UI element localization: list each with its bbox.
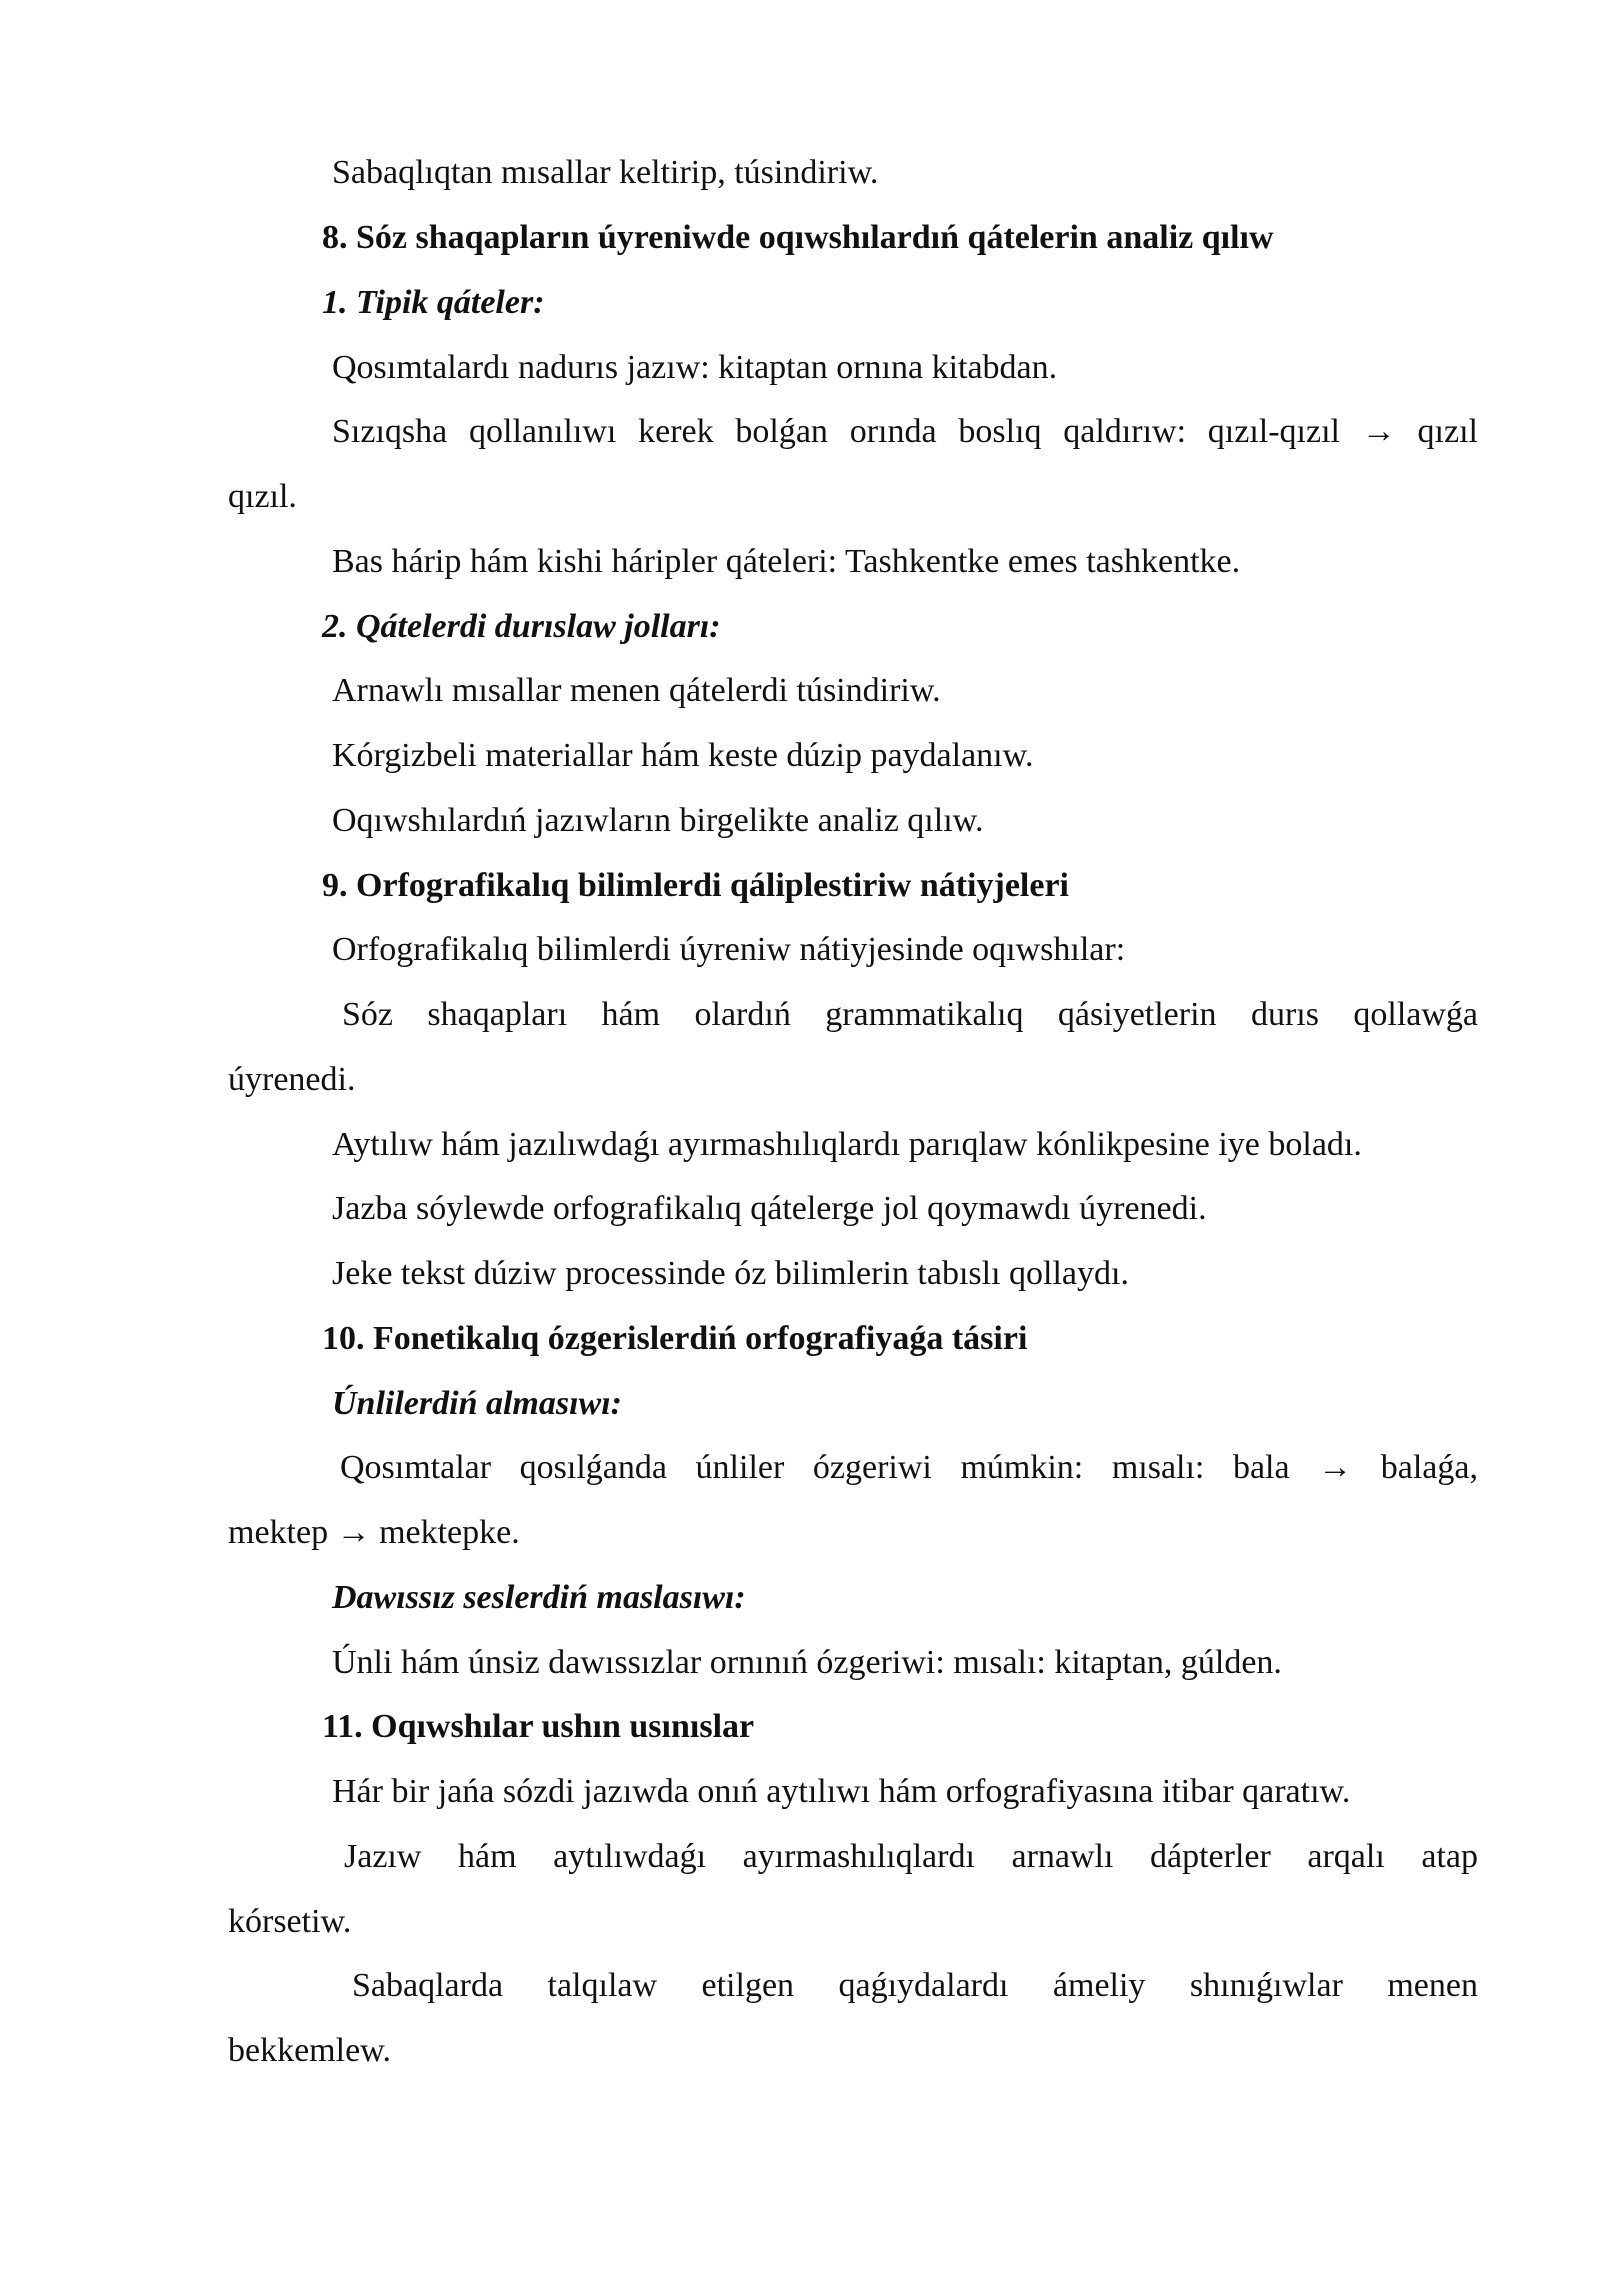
body-text-continuation: úyrenedi. [228, 1061, 356, 1098]
body-text-line: Jazıw hám aytılıwdaǵı ayırmashılıqlardı arnawlı dápterler arqalı atap [344, 1838, 1478, 1875]
body-text-line: Sızıqsha qollanılıwı kerek bolǵan orında boslıq qaldırıw: qızıl-qızıl → qızıl [332, 413, 1478, 450]
section-heading-8: 8. Sóz shaqapların úyreniwde oqıwshılardıń qátelerin analiz qılıw [322, 219, 1274, 256]
section-heading-10: 10. Fonetikalıq ózgerislerdiń orfografiyaǵa tásiri [322, 1320, 1028, 1357]
subheading-correction-ways: 2. Qátelerdi durıslaw jolları: [322, 608, 721, 645]
body-text-line: Sóz shaqapları hám olardıń grammatikalıq qásiyetlerin durıs qollawǵa [342, 996, 1478, 1033]
body-text-line: Jeke tekst dúziw processinde óz bilimlerin tabıslı qollaydı. [332, 1255, 1129, 1292]
body-text-line: Sabaqlıqtan mısallar keltirip, túsindiriw. [332, 154, 879, 191]
subheading-consonant-assimilation: Dawıssız seslerdiń maslasıwı: [332, 1579, 746, 1616]
body-text-line: Arnawlı mısallar menen qátelerdi túsindiriw. [332, 672, 941, 709]
subheading-typical-errors: 1. Tipik qáteler: [322, 284, 545, 321]
body-text-line: Aytılıw hám jazılıwdaǵı ayırmashılıqlardı parıqlaw kónlikpesine iye boladı. [332, 1126, 1362, 1163]
body-text-line: Orfografikalıq bilimlerdi úyreniw nátiyjesinde oqıwshılar: [332, 931, 1126, 968]
body-text-continuation: bekkemlew. [228, 2032, 392, 2069]
body-text-line: Bas hárip hám kishi háripler qáteleri: Tashkentke emes tashkentke. [332, 543, 1241, 580]
body-text-line: Kórgizbeli materiallar hám keste dúzip paydalanıw. [332, 737, 1034, 774]
body-text-line: Únli hám únsiz dawıssızlar ornınıń ózgeriwi: mısalı: kitaptan, gúlden. [332, 1644, 1282, 1681]
body-text-line: Qosımtalar qosılǵanda únliler ózgeriwi múmkin: mısalı: bala → balaǵa, [340, 1449, 1478, 1486]
body-text-line: Oqıwshılardıń jazıwların birgelikte analiz qılıw. [332, 802, 984, 839]
body-text-continuation: qızıl. [228, 478, 297, 515]
subheading-vowel-alternation: Únlilerdiń almasıwı: [332, 1385, 622, 1422]
body-text-continuation: mektep → mektepke. [228, 1514, 520, 1551]
body-text-line: Sabaqlarda talqılaw etilgen qaǵıydalardı ámeliy shınıǵıwlar menen [352, 1967, 1478, 2004]
section-heading-9: 9. Orfografikalıq bilimlerdi qáliplestiriw nátiyjeleri [322, 867, 1069, 904]
section-heading-11: 11. Oqıwshılar ushın usınıslar [322, 1708, 755, 1745]
body-text-line: Qosımtalardı nadurıs jazıw: kitaptan ornına kitabdan. [332, 349, 1058, 386]
body-text-continuation: kórsetiw. [228, 1903, 352, 1940]
body-text-line: Jazba sóylewde orfografikalıq qátelerge jol qoymawdı úyrenedi. [332, 1190, 1207, 1227]
body-text-line: Hár bir jańa sózdi jazıwda onıń aytılıwı hám orfografiyasına itibar qaratıw. [332, 1773, 1351, 1810]
